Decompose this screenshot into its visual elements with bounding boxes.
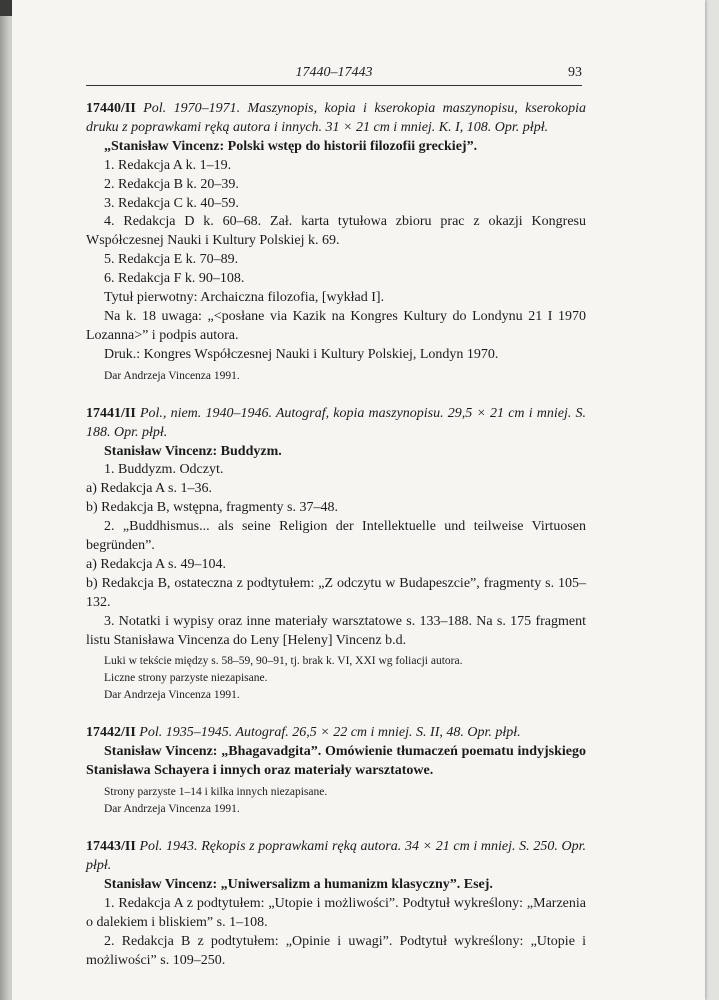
entry-line: 5. Redakcja E k. 70–89. [104, 252, 239, 268]
entry-line: a) Redakcja A s. 49–104. [86, 556, 226, 572]
entry-id: 17440/II [86, 101, 136, 116]
entry-line: 2. Redakcja B z podtytułem: „Opinie i uwagi”. Podtytuł wykreślony: „Utopie i możliwości” s. 109–250. [86, 933, 586, 968]
entry-id: 17443/II [86, 839, 136, 855]
entry-description: Pol. 1943. Rękopis z poprawkami ręką autora. 34 × 21 cm i mniej. S. 250. Opr. płpł. [86, 839, 586, 874]
entry-line: 4. Redakcja D k. 60–68. Zał. karta tytułowa zbioru prac z okazji Kongresu Współczesnej Nauki i Kultury Polskiej k. 69. [86, 214, 586, 249]
entry-line: a) Redakcja A s. 1–36. [86, 481, 212, 497]
entry-line: b) Redakcja B, wstępna, fragmenty s. 37–48. [86, 500, 338, 516]
entry-line: 2. Redakcja B k. 20–39. [104, 176, 239, 192]
entry-description: Pol. 1970–1971. Maszynopis, kopia i kserokopia maszynopisu, kserokopia druku z poprawkami ręką autora i innych. 31 × 21 cm i mniej. K. I, 108. Opr. płpł. [86, 101, 587, 135]
running-head: 17440–17443 [295, 65, 373, 80]
entry-line: b) Redakcja B, ostateczna z podtytułem: „Z odczytu w Budapeszcie”, fragmenty s. 105–132. [86, 575, 586, 610]
entry-head [86, 100, 586, 138]
entry-head [86, 405, 586, 443]
entry-line: Tytuł pierwotny: Archaiczna filozofia, [wykład I]. [104, 290, 385, 306]
entry-line: 1. Redakcja A z podtytułem: „Utopie i możliwości”. Podtytuł wykreślony: „Marzenia o dalekiem i bliskiem” s. 1–108. [86, 895, 586, 930]
entry-description: Pol., niem. 1940–1946. Autograf, kopia maszynopisu. 29,5 × 21 cm i mniej. S. 188. Opr. płpł. [86, 405, 587, 440]
catalog-entry-17443 [86, 838, 586, 970]
entry-note: Luki w tekście między s. 58–59, 90–91, tj. brak k. VI, XXI wg foliacji autora. [104, 655, 463, 668]
entry-head [86, 838, 586, 876]
entry-note: Dar Andrzeja Vincenza 1991. [104, 803, 240, 816]
entry-line: 1. Redakcja A k. 1–19. [104, 157, 232, 173]
entry-id: 17441/II [86, 405, 136, 421]
entry-title: Stanisław Vincenz: Buddyzm. [104, 443, 282, 459]
entry-line: 3. Notatki i wypisy oraz inne materiały warsztatowe s. 133–188. Na s. 175 fragment listu Stanisława Vincenza do Leny [Heleny] Vincenz b.d. [86, 613, 586, 648]
page-number: 93 [568, 65, 582, 80]
entry-note: Dar Andrzeja Vincenza 1991. [104, 369, 240, 382]
entry-note: Strony parzyste 1–14 i kilka innych niezapisane. [104, 786, 328, 799]
entry-line: 3. Redakcja C k. 40–59. [104, 195, 239, 211]
entry-title: „Stanisław Vincenz: Polski wstęp do historii filozofii greckiej”. [104, 138, 478, 154]
entry-title: Stanisław Vincenz: „Bhagavadgita”. Omówienie tłumaczeń poematu indyjskiego Stanisława Schayera i innych oraz materiały warsztatowe. [86, 744, 586, 779]
catalog-entry-17442 [86, 724, 586, 818]
entry-title: Stanisław Vincenz: „Uniwersalizm a humanizm klasyczny”. Esej. [104, 877, 493, 892]
entry-line: Druk.: Kongres Współczesnej Nauki i Kultury Polskiej, Londyn 1970. [104, 346, 499, 362]
entry-note: Dar Andrzeja Vincenza 1991. [104, 689, 240, 702]
entry-line: Na k. 18 uwaga: „<posłane via Kazik na Kongres Kultury do Londynu 21 I 1970 Lozanna>” i podpis autora. [86, 308, 586, 343]
entry-note: Liczne strony parzyste niezapisane. [104, 672, 268, 685]
page-header [86, 65, 582, 86]
entry-line: 6. Redakcja F k. 90–108. [104, 271, 245, 287]
entry-head [86, 724, 586, 743]
catalog-entry-17440 [86, 100, 586, 385]
entry-description: Pol. 1935–1945. Autograf. 26,5 × 22 cm i mniej. S. II, 48. Opr. płpł. [139, 725, 521, 741]
catalog-page [12, 0, 705, 1000]
entry-line: 1. Buddyzm. Odczyt. [104, 462, 224, 478]
catalog-entries [86, 100, 586, 991]
entry-id: 17442/II [86, 725, 136, 741]
entry-line: 2. „Buddhismus... als seine Religion der Intellektuelle und teilweise Virtuosen begründen”. [86, 519, 586, 554]
catalog-entry-17441 [86, 405, 586, 705]
